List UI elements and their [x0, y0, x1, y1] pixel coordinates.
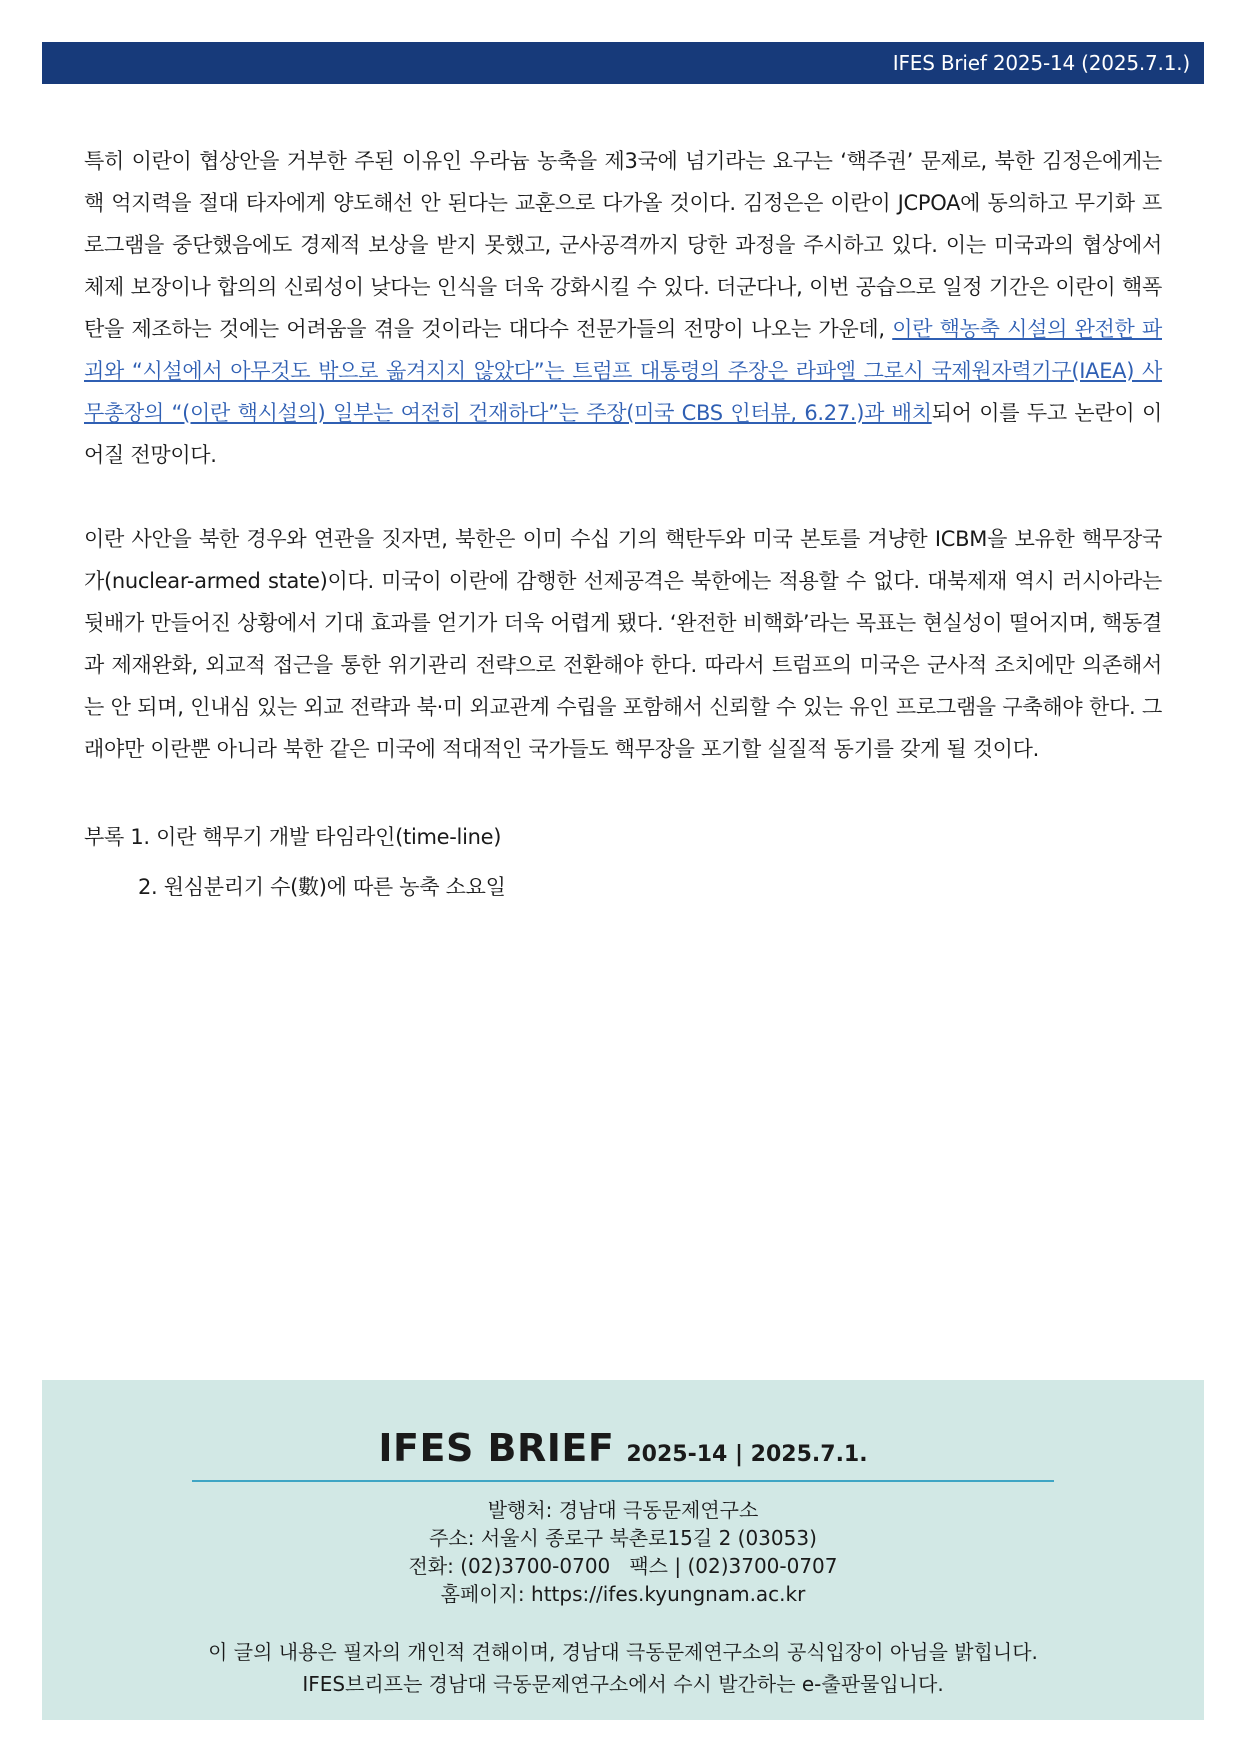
footer-brand-line: [42, 1426, 1204, 1470]
article-body: [84, 140, 1162, 912]
footer-panel: [42, 1380, 1204, 1720]
homepage-line: 홈페이지: https://ifes.kyungnam.ac.kr: [440, 1582, 806, 1606]
header-bar: [42, 42, 1204, 84]
header-title: IFES Brief 2025-14 (2025.7.1.): [892, 51, 1190, 75]
paragraph-1-text-a: 특히 이란이 협상안을 거부한 주된 이유인 우라늄 농축을 제3국에 넘기라는 요구는 ‘핵주권’ 문제로, 북한 김정은에게는 핵 억지력을 절대 타자에게 양도해선 안 된다는 교훈으로 다가올 것이다. 김정은은 이란이 JCPOA에 동의하고 무기화 프로그램을 중단했음에도 경제적 보상을 받지 못했고, 군사공격까지 당한 과정을 주시하고 있다. 이는 미국과의 협상에서 체제 보장이나 합의의 신뢰성이 낮다는 인식을 더욱 강화시킬 수 있다. 더군다나, 이번 공습으로 일정 기간은 이란이 핵폭탄을 제조하는 것에는 어려움을 겪을 것이라는 대다수 전문가들의 전망이 나오는 가운데,: [84, 149, 1162, 341]
issue-number: 2025-14 | 2025.7.1.: [626, 1442, 868, 1467]
publisher-line: 발행처: 경남대 극동문제연구소: [487, 1498, 759, 1522]
paragraph-1-text-b: 되어 이를 두고 논란이 이어질 전망이다.: [84, 401, 1162, 467]
disclaimer-line-1: 이 글의 내용은 필자의 개인적 견해이며, 경남대 극동문제연구소의 공식입장이 아님을 밝힙니다.: [208, 1640, 1038, 1664]
paragraph-1: [84, 140, 1162, 476]
appendix-item-1: 부록 1. 이란 핵무기 개발 타임라인(time-line): [84, 825, 502, 849]
phone-line: 전화: (02)3700-0700 팩스 | (02)3700-0707: [408, 1554, 838, 1578]
appendix-item-2: 2. 원심분리기 수(數)에 따른 농축 소요일: [138, 875, 506, 899]
disclaimer-line-2: IFES브리프는 경남대 극동문제연구소에서 수시 발간하는 e-출판물입니다.: [302, 1672, 944, 1696]
brand-title: IFES BRIEF: [378, 1426, 615, 1470]
source-link[interactable]: 이란 핵농축 시설의 완전한 파괴와 “시설에서 아무것도 밖으로 옮겨지지 않았다”는 트럼프 대통령의 주장은 라파엘 그로시 국제원자력기구(IAEA) 사무총장의 “(이란 핵시설의) 일부는 여전히 건재하다”는 주장(미국 CBS 인터뷰, 6.27.)과 배치: [84, 317, 1162, 425]
disclaimer: [42, 1636, 1204, 1700]
paragraph-2: 이란 사안을 북한 경우와 연관을 짓자면, 북한은 이미 수십 기의 핵탄두와 미국 본토를 겨냥한 ICBM을 보유한 핵무장국가(nuclear-armed state)이다. 미국이 이란에 감행한 선제공격은 북한에는 적용할 수 없다. 대북제재 역시 러시아라는 뒷배가 만들어진 상황에서 기대 효과를 얻기가 더욱 어렵게 됐다. ‘완전한 비핵화’라는 목표는 현실성이 떨어지며, 핵동결과 제재완화, 외교적 접근을 통한 위기관리 전략으로 전환해야 한다. 따라서 트럼프의 미국은 군사적 조치에만 의존해서는 안 되며, 인내심 있는 외교 전략과 북·미 외교관계 수립을 포함해서 신뢰할 수 있는 유인 프로그램을 구축해야 한다. 그래야만 이란뿐 아니라 북한 같은 미국에 적대적인 국가들도 핵무장을 포기할 실질적 동기를 갖게 될 것이다.: [84, 527, 1162, 761]
publisher-info: [42, 1496, 1204, 1608]
appendix-list: [84, 812, 1162, 912]
address-line: 주소: 서울시 종로구 북촌로15길 2 (03053): [429, 1526, 817, 1550]
footer-divider: [192, 1480, 1054, 1482]
